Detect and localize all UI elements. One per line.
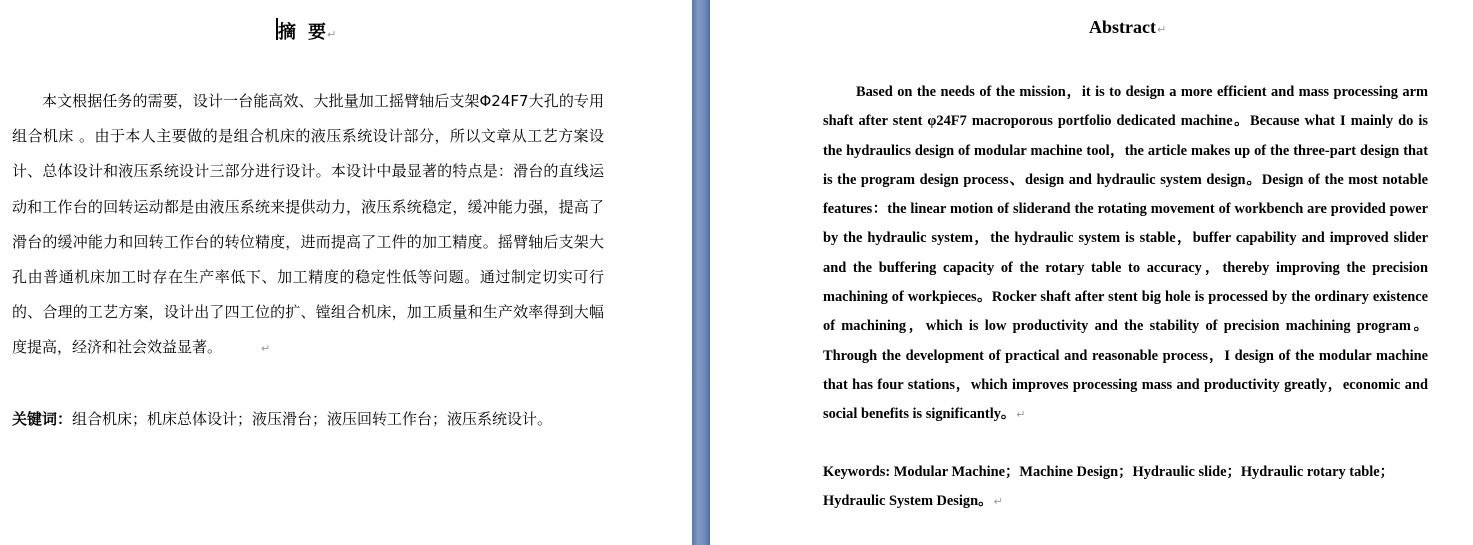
title-char-2: 要 [308,22,326,43]
chinese-abstract-text: 本文根据任务的需要，设计一台能高效、大批量加工摇臂轴后支架Φ24F7大孔的专用组合机床 。由于本人主要做的是组合机床的液压系统设计部分，所以文章从工艺方案设计、总体设计和液压系统设计三部分进行设计。本设计中最显著的特点是：滑台的直线运动和工作台的回转运动都是由液压系统来提供动力，液压系统稳定，缓冲能力强，提高了滑台的缓冲能力和回转工作台的转位精度，进而提高了工件的加工精度。摇臂轴后支架大孔由普通机床加工时存在生产率低下、加工精度的稳定性低等问题。通过制定切实可行的、合理的工艺方案，设计出了四工位的扩、镗组合机床，加工质量和生产效率得到大幅度提高，经济和社会效益显著。 [12,92,604,357]
chinese-abstract-title [278,18,336,44]
title-char-1: 摘 [278,22,296,43]
chinese-keywords-text: 组合机床；机床总体设计；液压滑台；液压回转工作台；液压系统设计。 [72,410,553,428]
english-abstract-body [823,78,1428,430]
chinese-keywords [12,408,552,429]
english-abstract-title [1089,17,1166,38]
paragraph-mark-icon: ↵ [327,28,337,41]
paragraph-mark-icon: ↵ [261,342,271,356]
chinese-abstract-body [12,84,604,367]
english-abstract-title-text: Abstract [1089,17,1156,37]
english-abstract-text: Based on the needs of the mission，it is to design a more efficient and mass processing arm shaft after stent φ24F7 macroporous portfolio dedicated machine。Because what I mainly do is the hydraulics design of modular machine tool，the article makes up of the three-part design that is the program design process、design and hydraulic system design。Design of the most notable features：the linear motion of sliderand the rotating movement of workbench are provided power by the hydraulic system，the hydraulic system is stable，buffer capability and improved slider and the buffering capacity of the rotary table to accuracy，thereby improving the precision machining of workpieces。Rocker shaft after stent big hole is processed by the ordinary existence of machining，which is low productivity and the stability of precision machining program。Through the development of practical and reasonable process，I design of the modular machine that has four stations，which improves processing mass and productivity greatly，economic and social benefits is significantly。 [823,84,1428,423]
english-keywords [823,458,1433,517]
english-keywords-text: Keywords: Modular Machine；Machine Design；Hydraulic slide；Hydraulic rotary table；Hydraulic System Design。 [823,464,1395,510]
paragraph-mark-icon: ↵ [1016,408,1026,422]
page-gutter [692,0,710,545]
paragraph-mark-icon: ↵ [993,495,1003,509]
chinese-keywords-label: 关键词： [12,410,73,428]
paragraph-mark-icon: ↵ [1156,23,1167,36]
